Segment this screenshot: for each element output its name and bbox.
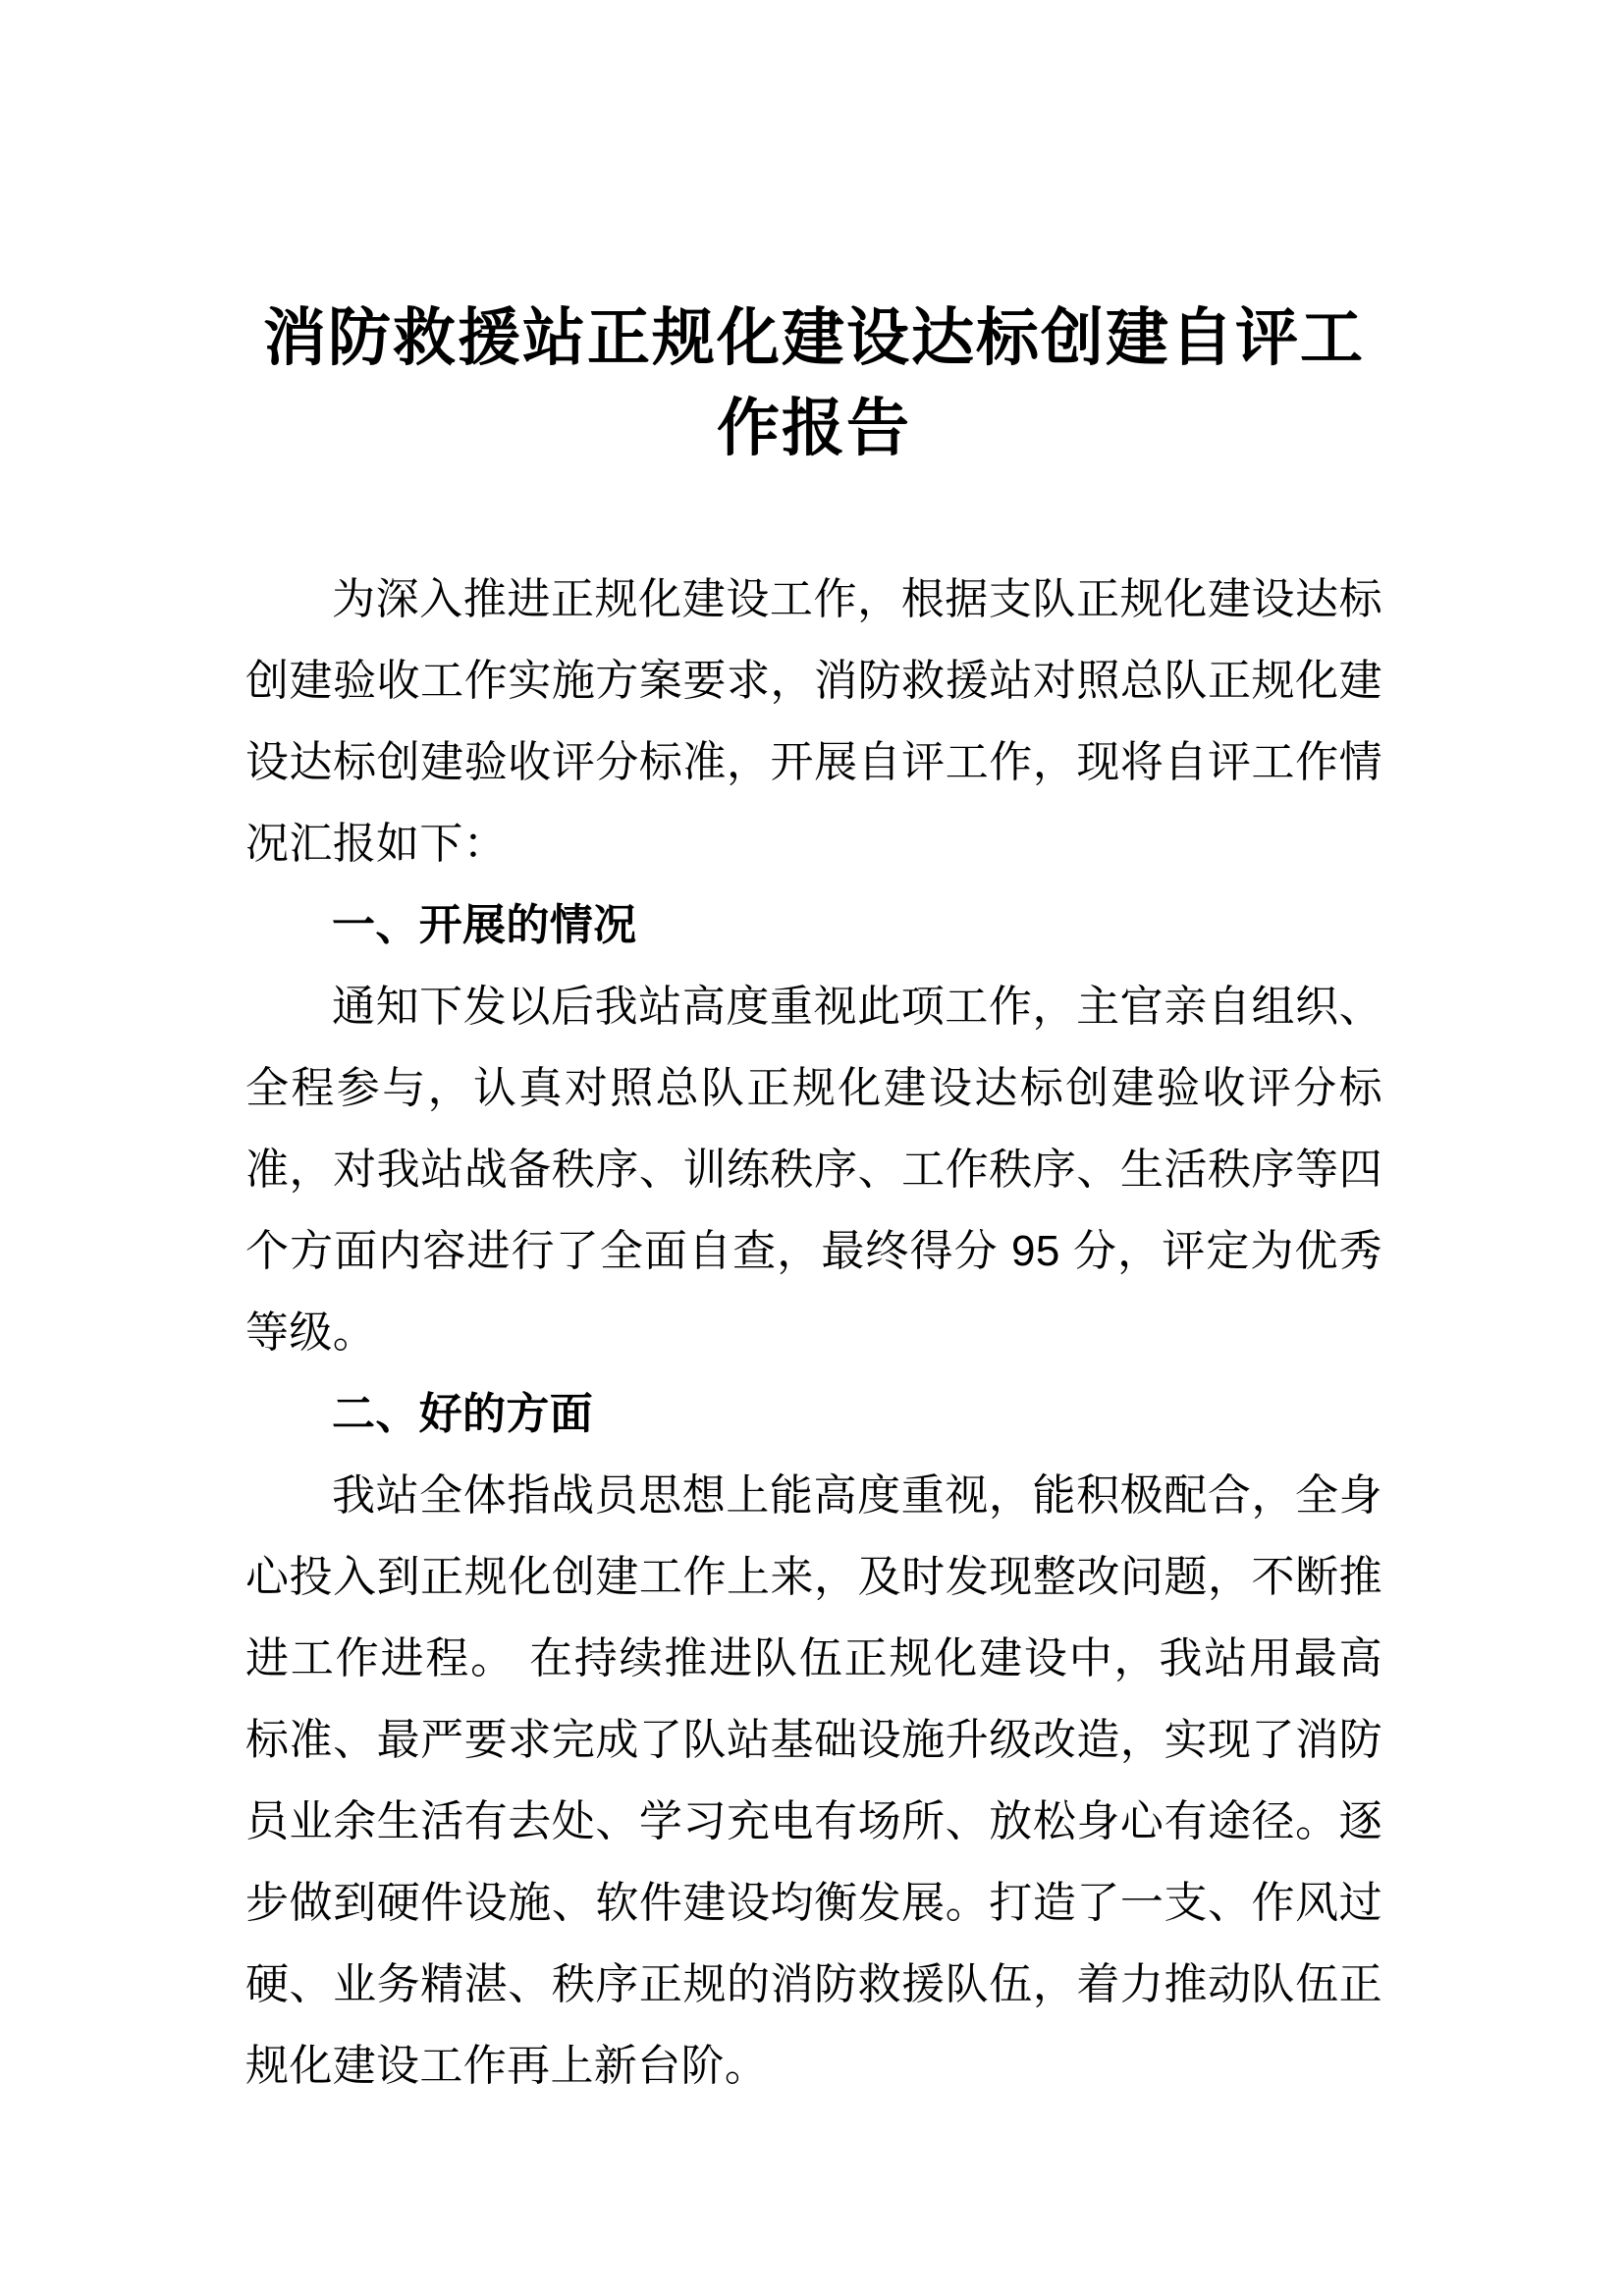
- document-title: 消防救援站正规化建设达标创建自评工作报告: [263, 303, 1365, 463]
- section-1-paragraph: 通知下发以后我站高度重视此项工作，主官亲自组织、全程参与，认真对照总队正规化建设达标创建验收评分标准，对我站战备秩序、训练秩序、工作秩序、生活秩序等四个方面内容进行了全面自查，最终得分 95 分，评定为优秀等级。: [245, 983, 1382, 1357]
- document-body: [245, 559, 1382, 2107]
- section-2-paragraph: 我站全体指战员思想上能高度重视，能积极配合，全身心投入到正规化创建工作上来，及时发现整改问题，不断推进工作进程。 在持续推进队伍正规化建设中，我站用最高标准、最严要求完成了队站基础设施升级改造，实现了消防员业余生活有去处、学习充电有场所、放松身心有途径。逐步做到硬件设施、软件建设均衡发展。打造了一支、作风过硬、业务精湛、秩序正规的消防救援队伍，着力推动队伍正规化建设工作再上新台阶。: [245, 1471, 1382, 2090]
- intro-paragraph: 为深入推进正规化建设工作，根据支队正规化建设达标创建验收工作实施方案要求，消防救援站对照总队正规化建设达标创建验收评分标准，开展自评工作，现将自评工作情况汇报如下：: [245, 575, 1382, 868]
- section-2-heading: 二、好的方面: [332, 1390, 594, 1438]
- section-1-heading: 一、开展的情况: [332, 901, 637, 949]
